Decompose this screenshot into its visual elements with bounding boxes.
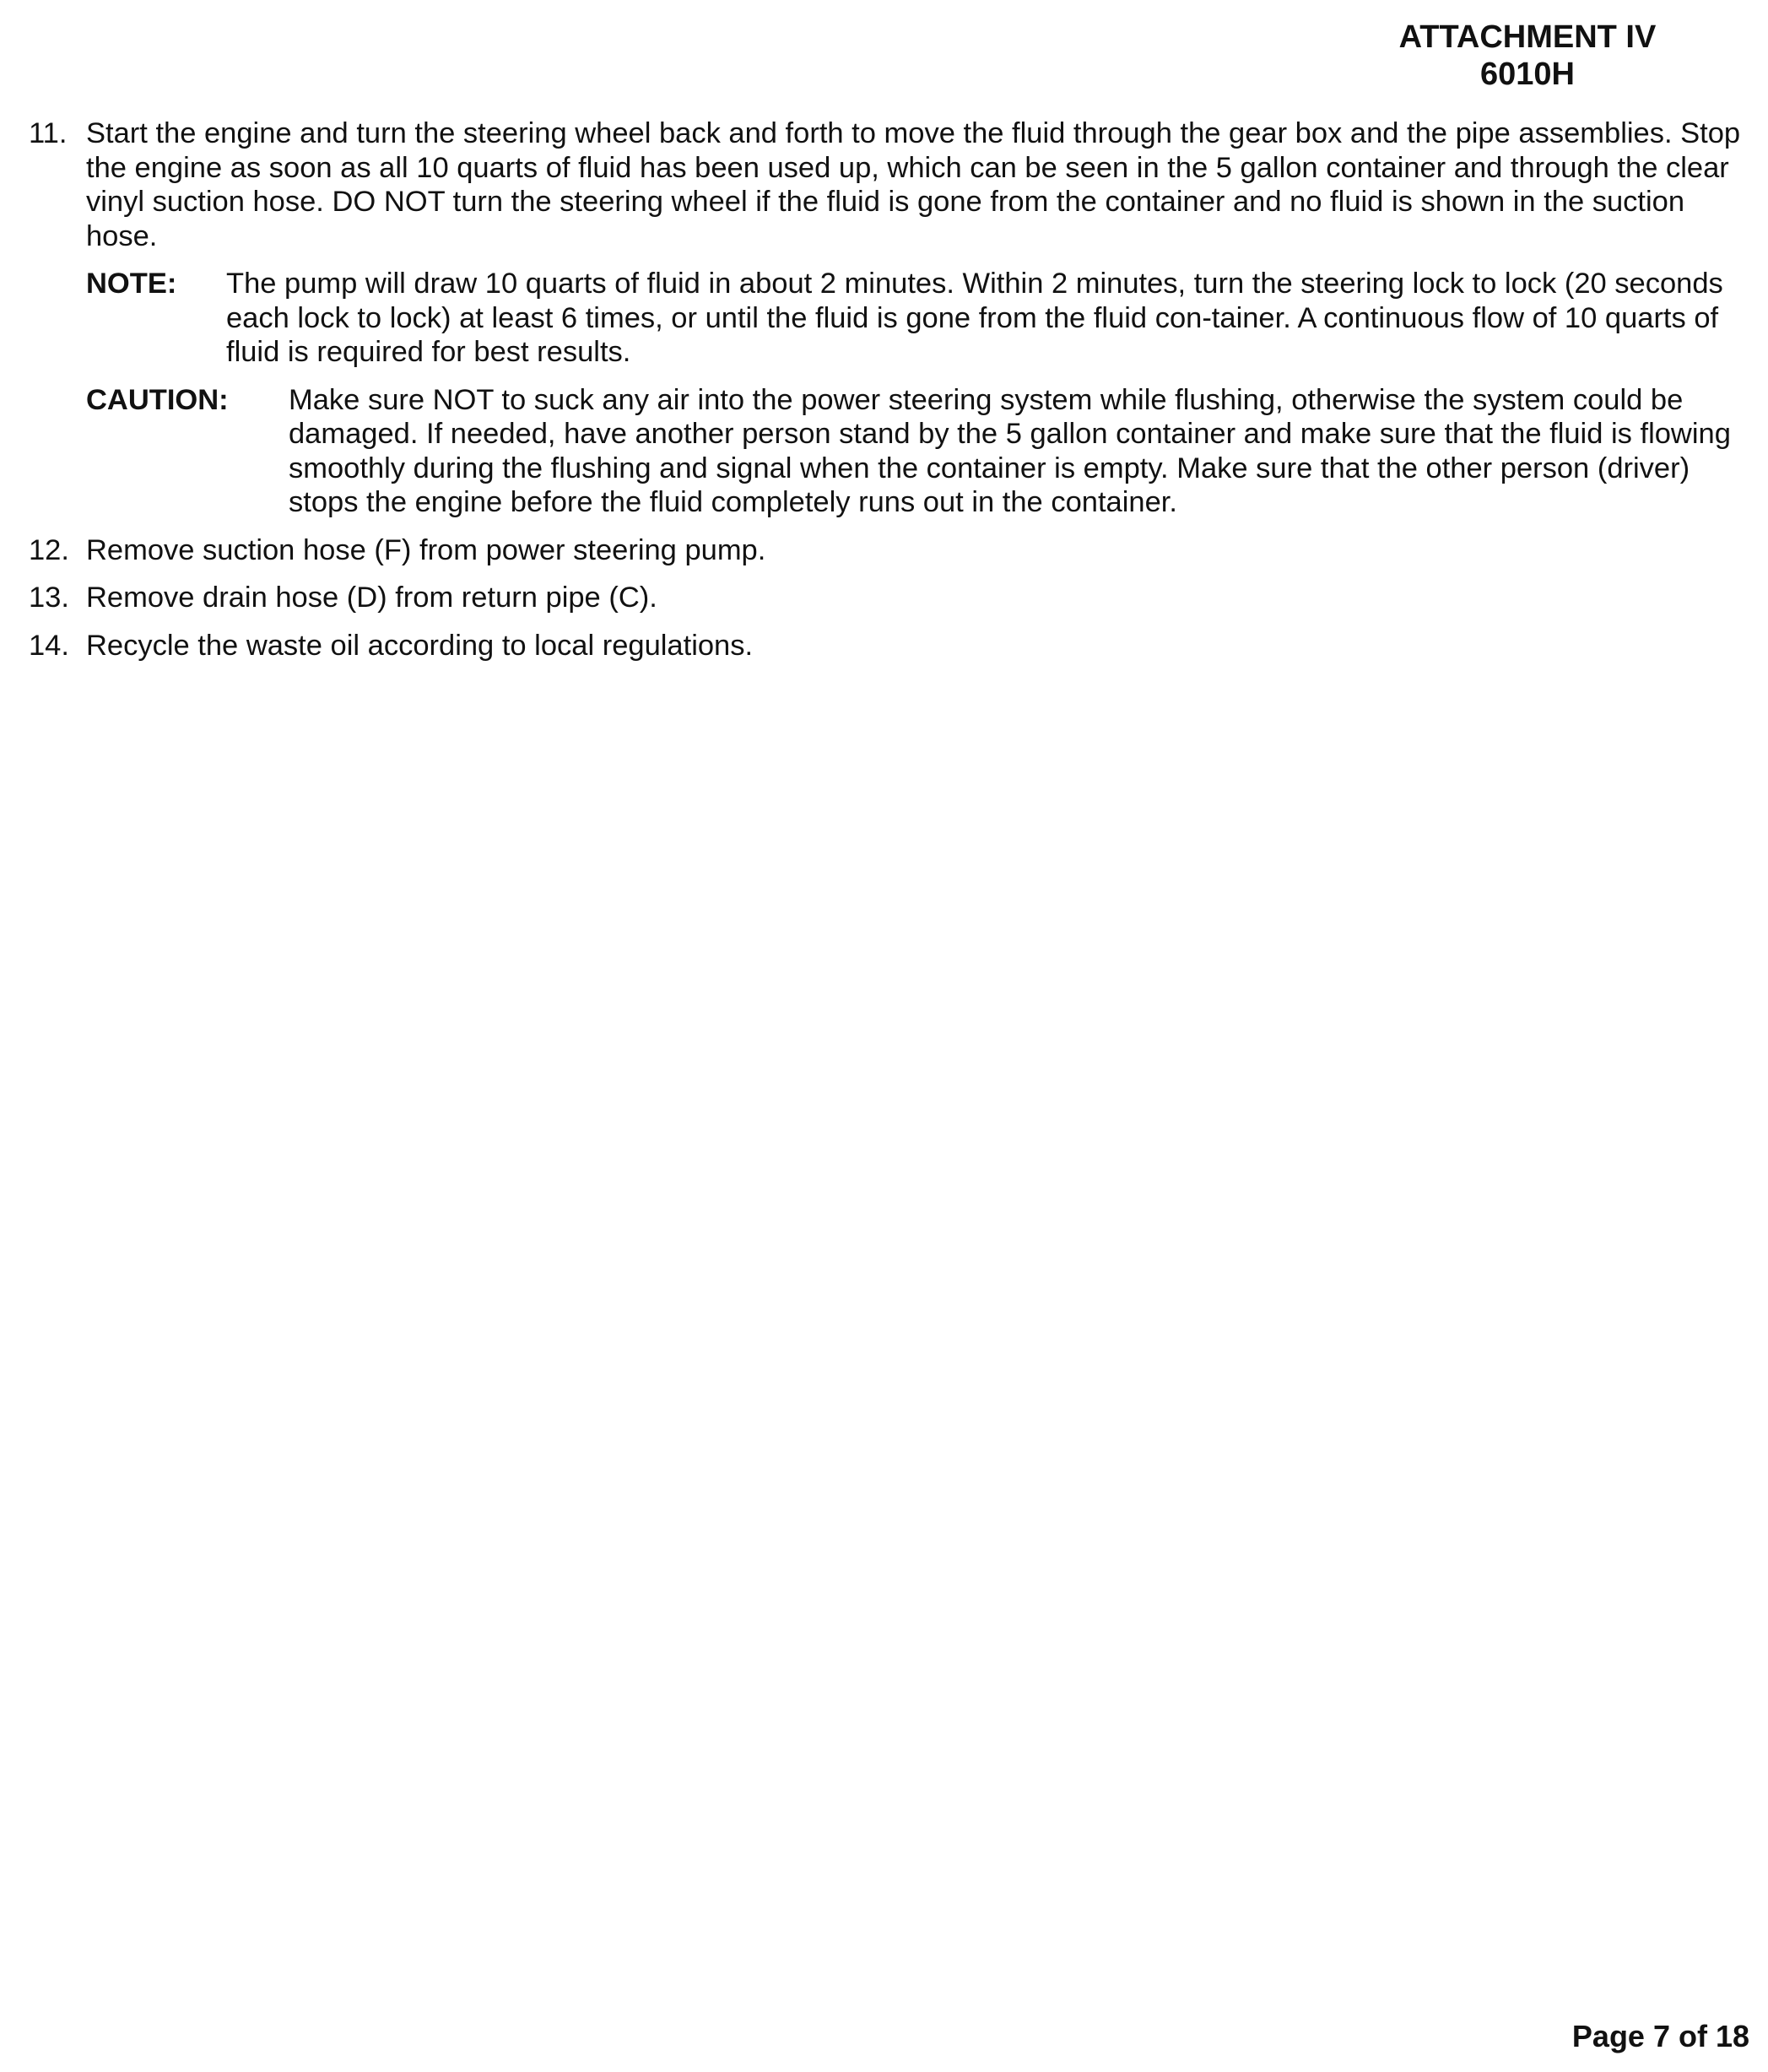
instructions [29, 116, 1750, 676]
step-number: 11. [29, 117, 68, 149]
step-number: 13. [29, 582, 69, 614]
step-text: Start the engine and turn the steering wheel back and forth to move the fluid through the gear box and the pipe assemblies. Stop the engine as soon as all 10 quarts of fluid has been used up, which can be seen in the 5 gallon container and through the clear vinyl suction hose. DO NOT turn the steering wheel if the fluid is gone from the container and no fluid is shown in the suction hose. [86, 117, 1741, 252]
step-11 [29, 116, 1750, 253]
caution-label: CAUTION: [86, 383, 229, 416]
step-text: Remove suction hose (F) from power steering pump. [86, 533, 766, 566]
step-12 [29, 533, 1750, 568]
caution-block [86, 383, 1750, 520]
document-header [1317, 19, 1738, 93]
step-text: Recycle the waste oil according to local regulations. [86, 629, 754, 662]
step-number: 14. [29, 629, 69, 662]
step-13 [29, 581, 1750, 615]
document-code: 6010H [1480, 57, 1575, 92]
step-number: 12. [29, 533, 69, 566]
note-text: The pump will draw 10 quarts of fluid in about 2 minutes. Within 2 minutes, turn the steering lock to lock (20 seconds each lock to lock) at least 6 times, or until the fluid is gone from the fluid con-tainer. A continuous flow of 10 quarts of fluid is required for best results. [226, 268, 1723, 368]
note-block [86, 267, 1750, 370]
note-label: NOTE: [86, 268, 177, 300]
step-text: Remove drain hose (D) from return pipe (C). [86, 582, 657, 614]
step-14 [29, 629, 1750, 663]
page-number: Page 7 of 18 [1571, 2019, 1749, 2053]
attachment-title: ATTACHMENT IV [1398, 19, 1657, 55]
caution-text: Make sure NOT to suck any air into the power steering system while flushing, otherwise the system could be damaged. If needed, have another person stand by the 5 gallon container and make sure that the fluid is flowing smoothly during the flushing and signal when the container is empty. Make sure that the other person (driver) stops the engine before the fluid completely runs out in the container. [289, 383, 1731, 518]
